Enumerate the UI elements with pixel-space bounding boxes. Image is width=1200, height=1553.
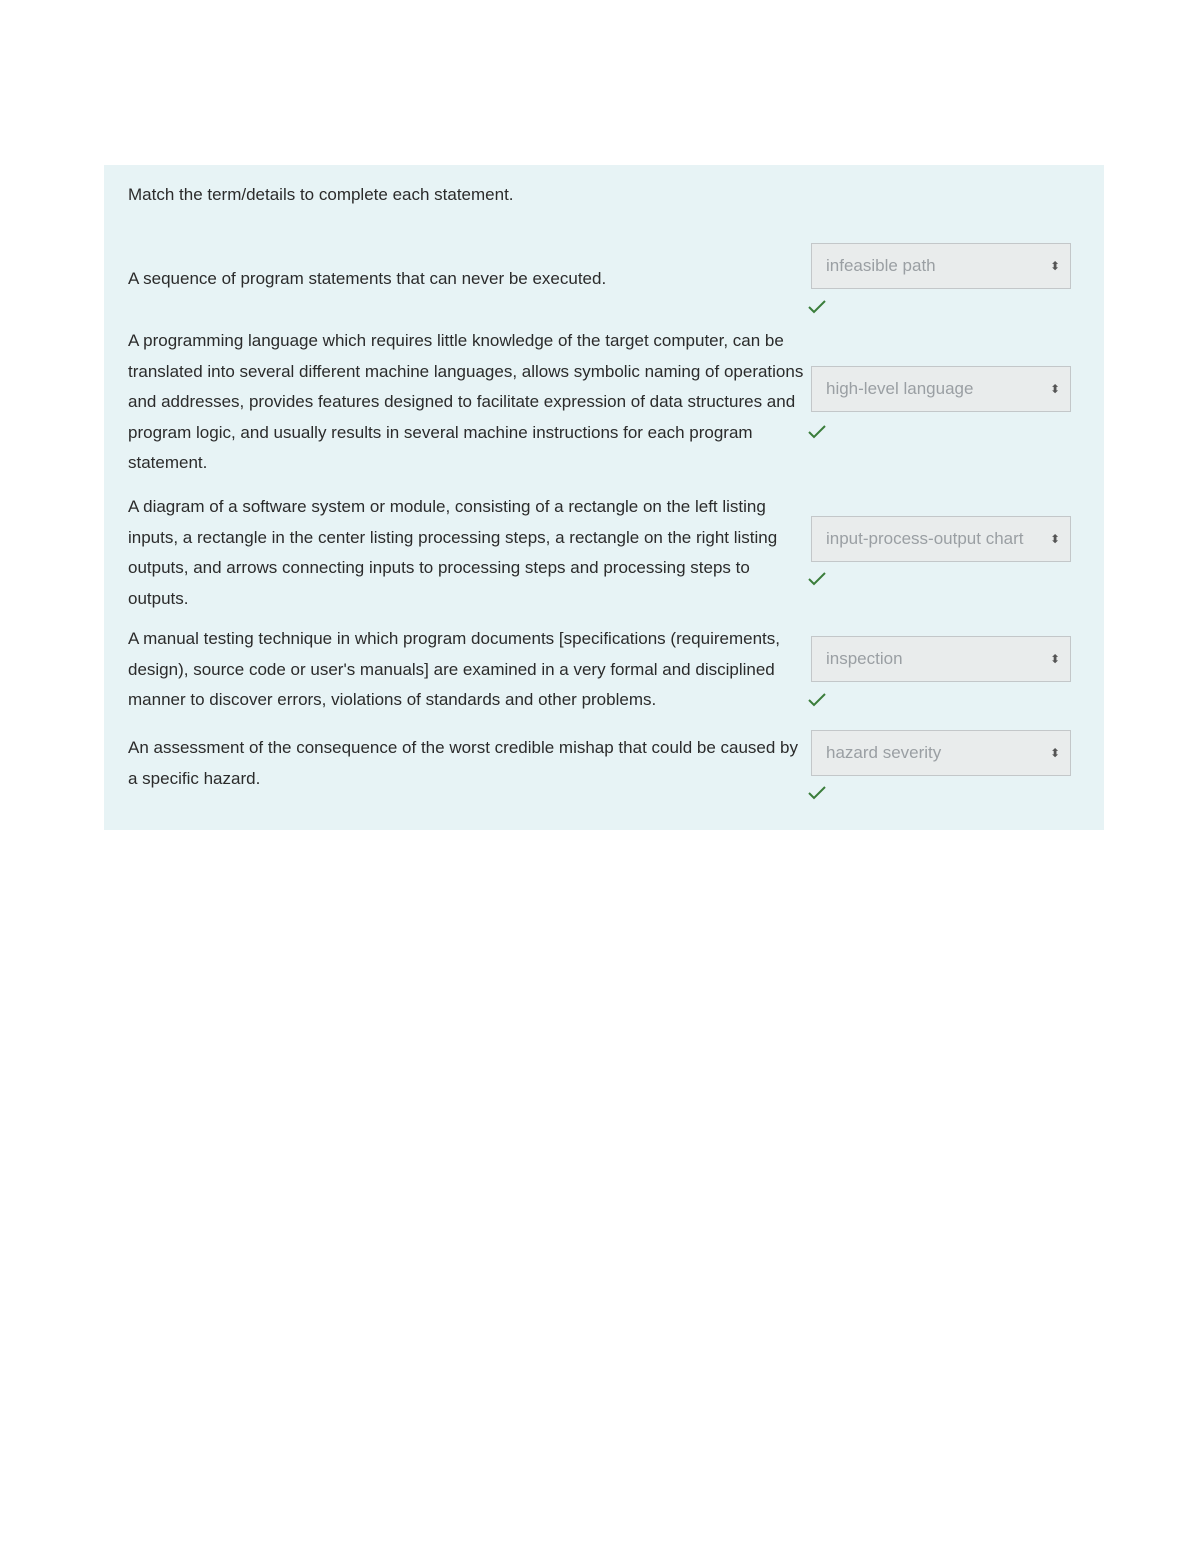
- statement-5: An assessment of the consequence of the worst credible mishap that could be caused by a specific hazard.: [128, 738, 799, 788]
- correct-check-icon: [807, 571, 827, 587]
- answer-select-5-value: hazard severity: [826, 743, 942, 762]
- answer-select-3[interactable]: [811, 516, 1071, 562]
- select-arrows-icon: ⬍: [1049, 532, 1061, 546]
- answer-select-4[interactable]: [811, 636, 1071, 682]
- answer-select-1[interactable]: [811, 243, 1071, 289]
- statement-2: A programming language which requires little knowledge of the target computer, can be translated into several different machine languages, allows symbolic naming of operations and addresses, provides features designed to facilitate expression of data structures and program logic, and usually results in several machine instructions for each program statement.: [128, 331, 804, 472]
- answer-select-1-value: infeasible path: [826, 256, 936, 275]
- correct-check-icon: [807, 785, 827, 801]
- answer-select-2[interactable]: [811, 366, 1071, 412]
- statement-3: A diagram of a software system or module, consisting of a rectangle on the left listing inputs, a rectangle in the center listing processing steps, a rectangle on the right listing outputs, and arrows connecting inputs to processing steps and processing steps to outputs.: [128, 497, 778, 608]
- statement-4: A manual testing technique in which program documents [specifications (requirements, design), source code or user's manuals] are examined in a very formal and disciplined manner to discover errors, violations of standards and other problems.: [128, 629, 781, 709]
- statement-1: A sequence of program statements that can never be executed.: [128, 269, 607, 288]
- answer-select-2-value: high-level language: [826, 379, 974, 398]
- select-arrows-icon: ⬍: [1049, 746, 1061, 760]
- correct-check-icon: [807, 692, 827, 708]
- question-panel: [104, 165, 1104, 830]
- select-arrows-icon: ⬍: [1049, 652, 1061, 666]
- correct-check-icon: [807, 299, 827, 315]
- correct-check-icon: [807, 424, 827, 440]
- select-arrows-icon: ⬍: [1049, 382, 1061, 396]
- answer-select-5[interactable]: [811, 730, 1071, 776]
- answer-select-4-value: inspection: [826, 649, 903, 668]
- answer-select-3-value: input-process-output chart: [826, 529, 1024, 548]
- question-prompt: Match the term/details to complete each statement.: [128, 185, 514, 204]
- select-arrows-icon: ⬍: [1049, 259, 1061, 273]
